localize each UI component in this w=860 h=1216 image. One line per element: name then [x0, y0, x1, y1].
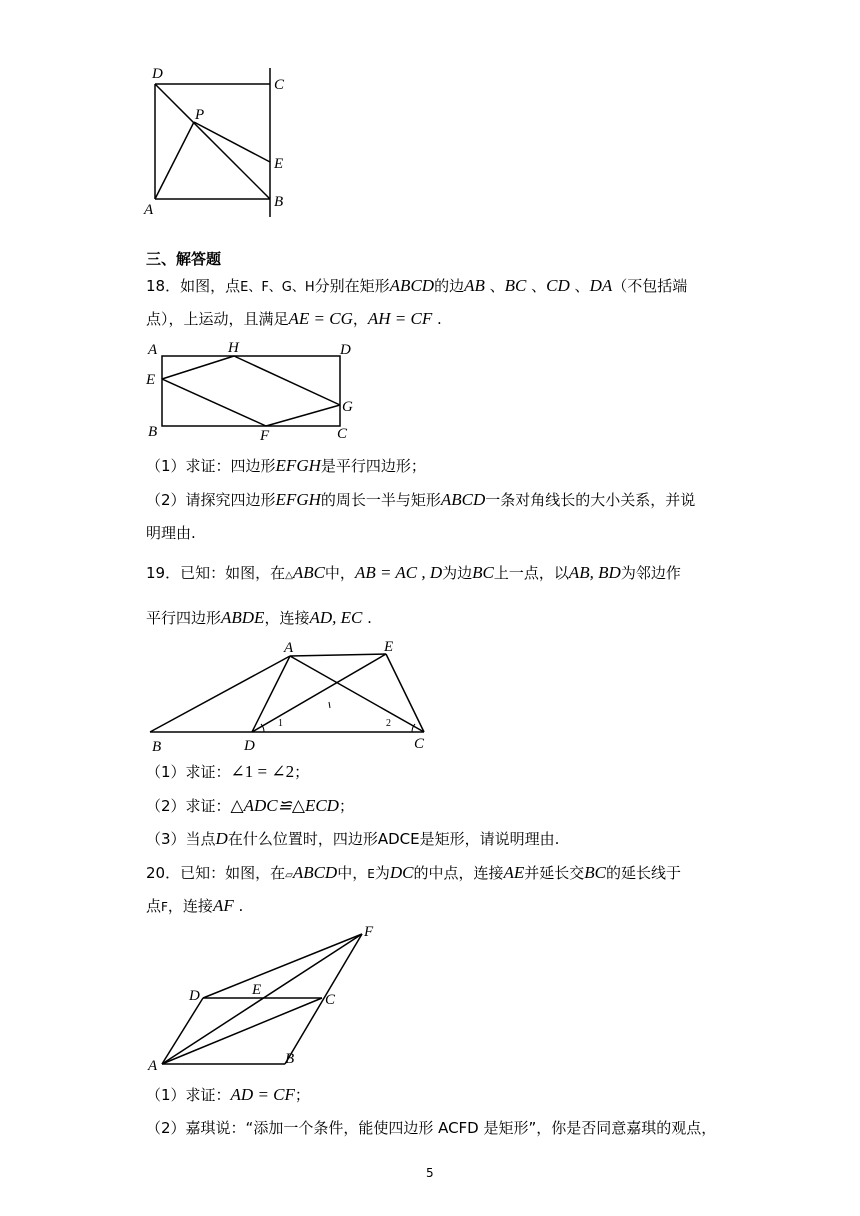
label-C: C [414, 736, 425, 752]
label-C: C [274, 77, 285, 93]
q19-part1: （1）求证：∠1 = ∠2； [146, 762, 310, 781]
label-A: A [284, 640, 294, 656]
q18-line1: 18．如图，点E、F、G、H分别在矩形ABCD的边AB 、BC 、CD 、DA（不包括端 [146, 276, 688, 295]
label-H: H [228, 340, 239, 356]
label-E: E [252, 982, 262, 998]
label-D: D [244, 738, 255, 754]
figure-q19 [140, 636, 450, 756]
label-G: G [342, 399, 353, 415]
figure-q18 [140, 338, 370, 448]
label-A: A [148, 1058, 158, 1074]
label-C: C [325, 992, 336, 1008]
label-D: D [152, 66, 163, 82]
label-B: B [152, 739, 162, 755]
q20-part1: （1）求证：AD = CF； [146, 1085, 310, 1104]
q19-part2: （2）求证：△ADC≌△ECD； [146, 796, 354, 815]
label-D: D [340, 342, 351, 358]
label-C: C [337, 426, 348, 442]
label-A: A [148, 342, 158, 358]
angle-2-label: 2 [386, 718, 391, 729]
q19-part3: （3）当点D在什么位置时，四边形ADCE是矩形，请说明理由. [146, 829, 560, 848]
q20-line2: 点F，连接AF . [146, 896, 244, 915]
label-D: D [189, 988, 200, 1004]
q20-line1: 20．已知：如图，在▱ABCD中，E为DC的中点，连接AE并延长交BC的延长线于 [146, 863, 682, 882]
label-E: E [274, 156, 284, 172]
q18-line2: 点），上运动，且满足AE = CG，AH = CF . [146, 309, 442, 328]
label-P: P [195, 107, 205, 123]
q18-part1: （1）求证：四边形EFGH是平行四边形； [146, 456, 426, 475]
label-A: A [144, 202, 154, 218]
label-F: F [364, 924, 374, 940]
q18-part2: （2）请探究四边形EFGH的周长一半与矩形ABCD一条对角线长的大小关系，并说 [146, 490, 696, 509]
label-F: F [260, 428, 270, 444]
figure-q17 [140, 62, 300, 222]
label-E: E [384, 639, 394, 655]
figure-q20 [140, 920, 390, 1080]
q20-part2: （2）嘉琪说：“添加一个条件，能使四边形 ACFD 是矩形”，你是否同意嘉琪的观点， [146, 1119, 717, 1137]
page-number: 5 [426, 1166, 434, 1180]
q19-line1: 19．已知：如图，在△ABC中，AB = AC , D为边BC上一点，以AB, BD为邻边作 [146, 563, 681, 582]
label-B: B [274, 194, 284, 210]
label-B: B [148, 424, 158, 440]
label-B: B [285, 1051, 295, 1067]
angle-1-label: 1 [278, 718, 283, 729]
section-title: 三、解答题 [146, 250, 222, 268]
label-E: E [146, 372, 156, 388]
q18-part2-cont: 明理由. [146, 524, 196, 542]
q19-line2: 平行四边形ABDE，连接AD, EC . [146, 608, 372, 627]
